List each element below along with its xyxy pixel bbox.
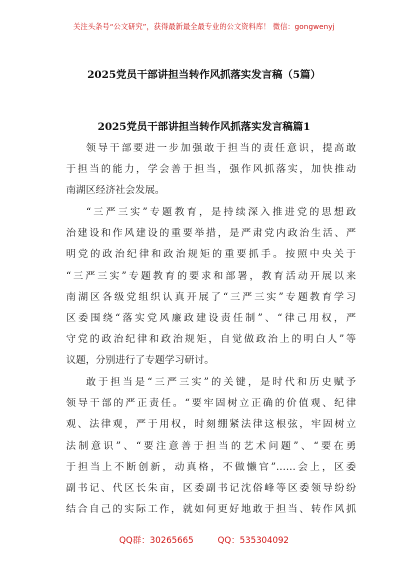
paragraph-line: 南湖区各级党组织认真开展了“三严三实”专题教育学习 (66, 291, 356, 303)
footer-qq-number: QQ：535304092 (217, 536, 289, 546)
paragraph-line: 区委围绕“落实党风廉政建设责任制”、“律己用权，严 (66, 312, 356, 324)
paragraph-line: 法制意识”、“要注意善于担当的艺术问题”、“要在勇 (66, 440, 356, 452)
paragraph-line: 议题，分别进行了专题学习研讨。 (66, 355, 215, 367)
paragraph-line: 于担当的能力，学会善于担当，强作风抓落实，加快推动 (66, 164, 356, 176)
paragraph-line: 南湖区经济社会发展。 (66, 185, 165, 197)
paragraph-1 (66, 138, 356, 202)
promo-banner: 关注头条号“公文研究”，获得最新最全最专业的公文资料库！ 微信：gongwenyj (73, 22, 335, 31)
paragraph-line: 于担当上不断创新，动真格，不做懒官”……会上，区委 (66, 461, 356, 473)
paragraph-line: 明党的政治纪律和政治规矩的重要抓手。按照中央关于 (66, 249, 356, 261)
paragraph-line: “三严三实”专题教育的要求和部署，教育活动开展以来 (66, 270, 356, 282)
footer-contact (0, 534, 408, 546)
paragraph-line: 治建设和作风建设的重要举措，是严肃党内政治生活、严 (66, 228, 356, 240)
paragraph-line: 领导干部要进一步加强敢于担当的责任意识，提高敢 (86, 143, 356, 154)
paragraph-line: 观、法律观，严于用权，时刻绷紧法律这根弦，牢固树立 (66, 419, 356, 431)
paragraph-line: 守党的政治纪律和政治规矩，自觉做政治上的明白人”等 (66, 334, 356, 346)
section-heading: 2025党员干部讲担当转作风抓落实发言稿篇1 (97, 121, 311, 133)
paragraph-2 (66, 202, 356, 372)
document-title: 2025党员干部讲担当转作风抓落实发言稿（5篇） (87, 69, 321, 81)
paragraph-line: 结合自己的实际工作，就如何更好地敢于担当、转作风抓 (66, 504, 356, 516)
footer-qq-group: QQ群：30265665 (119, 536, 194, 546)
paragraph-line: 副书记、代区长朱亩，区委副书记沈俗峰等区委领导纷纷 (66, 482, 356, 494)
paragraph-3 (66, 372, 356, 520)
paragraph-line: “三严三实”专题教育，是持续深入推进党的思想政 (86, 207, 356, 218)
paragraph-line: 敢于担当是“三严三实”的关键，是时代和历史赋予 (86, 377, 356, 388)
paragraph-line: 领导干部的严正责任。“要牢固树立正确的价值观、纪律 (66, 398, 356, 410)
